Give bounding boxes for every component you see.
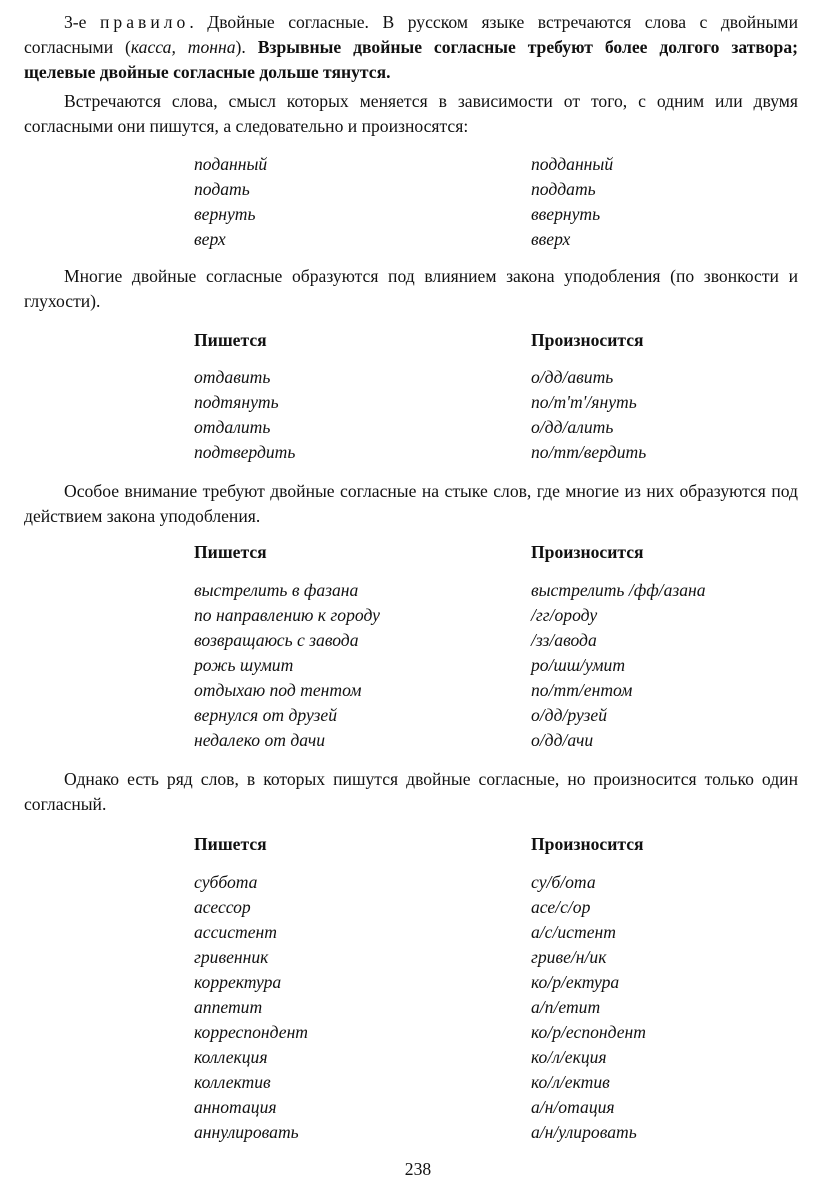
table-cell: ко/р/еспондент [531, 1022, 646, 1042]
table-row [0, 440, 836, 465]
table-row [0, 1045, 836, 1070]
table-cell: ко/л/екция [531, 1047, 607, 1067]
table-row [0, 945, 836, 970]
rule-text-after: ). [235, 37, 258, 57]
table-cell: а/н/отация [531, 1097, 615, 1117]
table-cell: выстрелить /фф/азана [531, 580, 706, 600]
single-consonant-text: Однако есть ряд слов, в которых пишутся двойные согласные, но произносится только один согласный. [24, 769, 798, 814]
table-header [0, 832, 836, 857]
table-cell: отдавить [194, 367, 271, 387]
rule-examples: касса, тонна [130, 37, 236, 57]
table-row [0, 920, 836, 945]
table-cell: по/тт/ентом [531, 680, 633, 700]
table-row [0, 578, 836, 603]
table-row [0, 995, 836, 1020]
table-row [0, 970, 836, 995]
table-header [0, 328, 836, 353]
column-header-spoken: Произносится [531, 834, 644, 854]
column-header-spoken: Произносится [531, 330, 644, 350]
table-cell: корреспондент [194, 1022, 309, 1042]
table-row [0, 202, 836, 227]
table-row [0, 1020, 836, 1045]
table-cell: подать [194, 179, 250, 199]
table-row [0, 365, 836, 390]
table-cell: гривенник [194, 947, 269, 967]
table-cell: аннотация [194, 1097, 277, 1117]
table-row [0, 415, 836, 440]
table-row [0, 895, 836, 920]
table-cell: отдыхаю под тентом [194, 680, 362, 700]
table-cell: а/с/истент [531, 922, 616, 942]
column-header-written: Пишется [194, 330, 267, 350]
table-cell: подданный [531, 154, 614, 174]
table-cell: гриве/н/ик [531, 947, 607, 967]
table-row [0, 152, 836, 177]
assimilation-paragraph [24, 264, 798, 314]
rule-paragraph [24, 10, 798, 85]
table-cell: вернуть [194, 204, 256, 224]
table-cell: вернулся от друзей [194, 705, 337, 725]
table-cell: о/дд/авить [531, 367, 614, 387]
junction-paragraph [24, 479, 798, 529]
junction-text: Особое внимание требуют двойные согласные на стыке слов, где многие из них образуются под действием закона уподобления. [24, 481, 798, 526]
table-cell: ко/р/ектура [531, 972, 620, 992]
table-cell: вверх [531, 229, 571, 249]
table-row [0, 728, 836, 753]
table-row [0, 1095, 836, 1120]
table-cell: возвращаюсь с завода [194, 630, 359, 650]
table-cell: по/т'т'/януть [531, 392, 637, 412]
table-cell: корректура [194, 972, 282, 992]
table-row [0, 390, 836, 415]
table-cell: отдалить [194, 417, 271, 437]
table-cell: поданный [194, 154, 268, 174]
table-cell: /гг/ороду [531, 605, 598, 625]
table-cell: подтянуть [194, 392, 279, 412]
table-cell: коллекция [194, 1047, 268, 1067]
table-cell: ввернуть [531, 204, 601, 224]
table-header [0, 540, 836, 565]
rule-prefix: 3-е [64, 12, 100, 32]
table-cell: аппетит [194, 997, 263, 1017]
column-header-written: Пишется [194, 542, 267, 562]
table-row [0, 603, 836, 628]
page-number: 238 [404, 1159, 432, 1179]
table-cell: выстрелить в фазана [194, 580, 359, 600]
table-cell: асессор [194, 897, 251, 917]
table-cell: о/дд/алить [531, 417, 614, 437]
table-row [0, 177, 836, 202]
table-row [0, 678, 836, 703]
table-cell: по направлению к городу [194, 605, 380, 625]
table-row [0, 227, 836, 252]
column-header-spoken: Произносится [531, 542, 644, 562]
table-cell: су/б/ота [531, 872, 596, 892]
table-row [0, 870, 836, 895]
rule-text: . Двойные согласные. В русском языке встречаются слова с двойными согласными ( [24, 12, 798, 57]
table-cell: верх [194, 229, 226, 249]
table-cell: о/дд/ачи [531, 730, 594, 750]
column-header-written: Пишется [194, 834, 267, 854]
table-row [0, 1070, 836, 1095]
table-cell: /зз/авода [531, 630, 597, 650]
table-row [0, 1120, 836, 1145]
meaning-paragraph [24, 89, 798, 139]
table-cell: аннулировать [194, 1122, 299, 1142]
table-cell: рожь шумит [194, 655, 294, 675]
table-cell: ассистент [194, 922, 277, 942]
table-cell: недалеко от дачи [194, 730, 326, 750]
table-cell: коллектив [194, 1072, 271, 1092]
table-cell: а/н/улировать [531, 1122, 637, 1142]
single-consonant-paragraph [24, 767, 798, 817]
table-row [0, 703, 836, 728]
table-cell: по/тт/вердить [531, 442, 647, 462]
table-cell: а/п/етит [531, 997, 601, 1017]
table-cell: ко/л/ектив [531, 1072, 610, 1092]
table-cell: подтвердить [194, 442, 296, 462]
table-cell: суббота [194, 872, 258, 892]
table-row [0, 653, 836, 678]
assimilation-text: Многие двойные согласные образуются под влиянием закона уподобления (по звонкости и глухости). [24, 266, 798, 311]
table-cell: о/дд/рузей [531, 705, 607, 725]
table-row [0, 628, 836, 653]
meaning-text: Встречаются слова, смысл которых меняется в зависимости от того, с одним или двумя согласными они пишутся, а следовательно и произносятся: [24, 91, 798, 136]
table-cell: ро/шш/умит [531, 655, 626, 675]
table-cell: асе/с/ор [531, 897, 591, 917]
rule-bold-text: Взрывные двойные согласные требуют более долгого затвора; щелевые двойные согласные дольше тянутся. [24, 37, 798, 82]
table-cell: поддать [531, 179, 596, 199]
rule-word: правило [99, 12, 190, 32]
